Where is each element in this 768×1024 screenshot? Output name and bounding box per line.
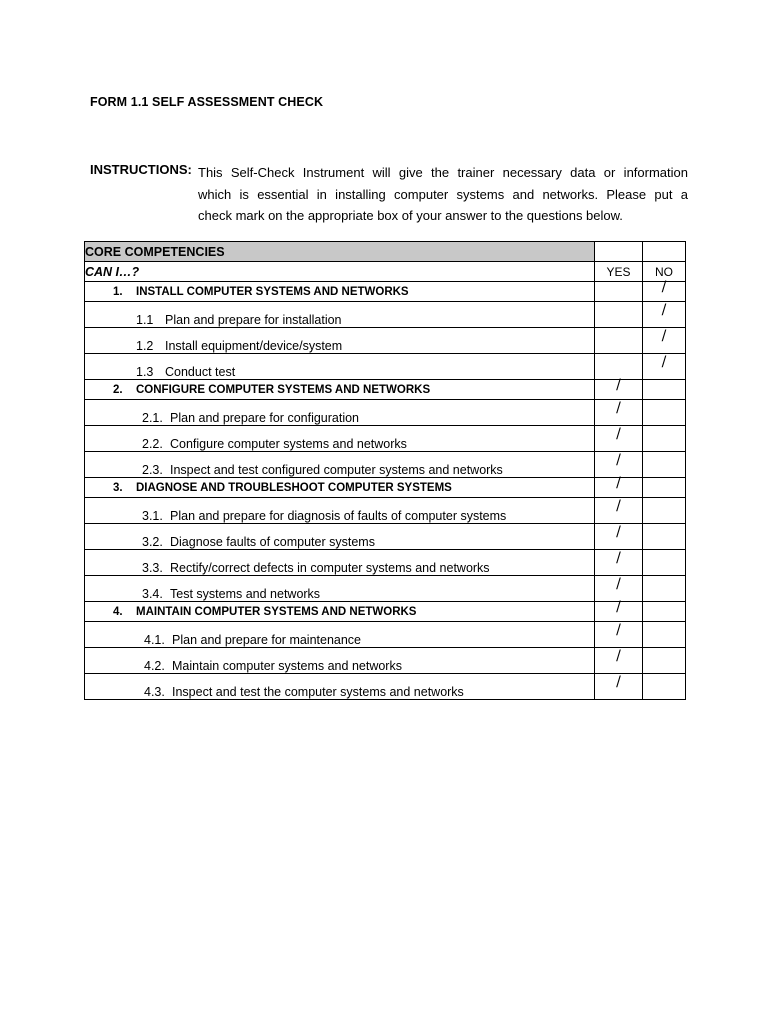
item-label: MAINTAIN COMPUTER SYSTEMS AND NETWORKS — [136, 605, 417, 618]
item-number: 3.3. — [142, 561, 163, 575]
item-label: Plan and prepare for maintenance — [172, 633, 362, 647]
item-row — [85, 400, 686, 426]
item-number: 1.1 — [136, 313, 154, 327]
instructions-label: INSTRUCTIONS: — [90, 162, 192, 177]
yes-checkbox-cell[interactable] — [594, 622, 642, 648]
yes-check-mark: / — [616, 523, 621, 540]
yes-checkbox-cell[interactable] — [594, 674, 642, 700]
item-label: Plan and prepare for configuration — [170, 411, 360, 425]
item-label: Inspect and test the computer systems and networks — [172, 685, 464, 699]
item-number: 4.3. — [144, 685, 165, 699]
item-number: 3. — [113, 481, 123, 494]
item-number: 2.2. — [142, 437, 163, 451]
item-label-cell — [85, 550, 595, 576]
yes-checkbox-cell[interactable] — [594, 328, 642, 354]
item-row — [85, 622, 686, 648]
item-row — [85, 452, 686, 478]
form-title: FORM 1.1 SELF ASSESSMENT CHECK — [90, 95, 324, 109]
no-checkbox-cell[interactable] — [643, 452, 686, 478]
yes-check-mark: / — [616, 425, 621, 442]
item-label-cell — [85, 524, 595, 550]
item-number: 1.3 — [136, 365, 154, 379]
item-label-cell — [85, 400, 595, 426]
no-checkbox-cell[interactable] — [643, 278, 686, 302]
item-label-cell — [85, 328, 595, 354]
header-no-blank-cell — [643, 242, 686, 262]
item-row — [85, 354, 686, 380]
instructions-line: which is essential in installing computer systems and networks. Please put a — [198, 186, 688, 202]
item-label-cell — [85, 452, 595, 478]
item-number: 1.2 — [136, 339, 154, 353]
section-label-cell — [85, 478, 595, 498]
section-label-cell — [85, 602, 595, 622]
item-row — [85, 302, 686, 328]
yes-check-mark: / — [616, 673, 621, 690]
item-number: 2.3. — [142, 463, 163, 477]
can-i-label: CAN I…? — [85, 262, 595, 282]
instructions-text — [198, 162, 688, 227]
item-row — [85, 426, 686, 452]
yes-checkbox-cell[interactable] — [594, 598, 642, 622]
no-checkbox-cell[interactable] — [643, 426, 686, 452]
no-checkbox-cell[interactable] — [643, 400, 686, 426]
item-label: Diagnose faults of computer systems — [170, 535, 375, 549]
yes-checkbox-cell[interactable] — [594, 376, 642, 400]
no-checkbox-cell[interactable] — [643, 524, 686, 550]
yes-check-mark: / — [616, 451, 621, 468]
self-assessment-table — [84, 241, 686, 700]
item-row — [85, 524, 686, 550]
item-label: Plan and prepare for diagnosis of faults of computer systems — [170, 509, 507, 523]
item-label: DIAGNOSE AND TROUBLESHOOT COMPUTER SYSTEMS — [136, 481, 452, 494]
item-label-cell — [85, 674, 595, 700]
section-row — [85, 380, 686, 400]
item-label: Conduct test — [165, 365, 236, 379]
yes-checkbox-cell[interactable] — [594, 474, 642, 498]
no-checkbox-cell[interactable] — [643, 354, 686, 380]
no-check-mark: / — [661, 278, 667, 295]
section-label-cell — [85, 282, 595, 302]
no-checkbox-cell[interactable] — [643, 380, 686, 400]
yes-checkbox-cell[interactable] — [594, 302, 642, 328]
core-competencies-header: CORE COMPETENCIES — [85, 242, 595, 262]
yes-check-mark: / — [616, 399, 621, 416]
yes-checkbox-cell[interactable] — [594, 426, 642, 452]
no-column-header: NO — [643, 262, 686, 282]
yes-check-mark: / — [616, 647, 621, 664]
yes-check-mark: / — [616, 376, 621, 393]
item-number: 2. — [113, 383, 123, 396]
no-checkbox-cell[interactable] — [643, 648, 686, 674]
instructions-line: This Self-Check Instrument will give the trainer necessary data or information — [198, 165, 688, 180]
yes-check-mark: / — [616, 474, 621, 491]
no-checkbox-cell[interactable] — [643, 550, 686, 576]
item-label-cell — [85, 426, 595, 452]
item-number: 4.1. — [144, 633, 165, 647]
section-row — [85, 602, 686, 622]
item-label-cell — [85, 354, 595, 380]
item-label: Install equipment/device/system — [165, 339, 343, 353]
competency-rows — [85, 278, 686, 700]
yes-checkbox-cell[interactable] — [594, 550, 642, 576]
can-i-row — [85, 262, 686, 282]
item-label-cell — [85, 498, 595, 524]
no-checkbox-cell[interactable] — [643, 478, 686, 498]
item-row — [85, 648, 686, 674]
no-checkbox-cell[interactable] — [643, 602, 686, 622]
item-label: Test systems and networks — [170, 587, 321, 601]
item-number: 4.2. — [144, 659, 165, 673]
item-number: 4. — [113, 605, 123, 618]
item-number: 1. — [113, 285, 123, 298]
section-row — [85, 478, 686, 498]
item-row — [85, 328, 686, 354]
yes-checkbox-cell[interactable] — [594, 282, 642, 302]
no-checkbox-cell[interactable] — [643, 302, 686, 328]
item-label-cell — [85, 302, 595, 328]
no-checkbox-cell[interactable] — [643, 622, 686, 648]
no-checkbox-cell[interactable] — [643, 498, 686, 524]
yes-checkbox-cell[interactable] — [594, 524, 642, 550]
item-label-cell — [85, 622, 595, 648]
yes-checkbox-cell[interactable] — [594, 648, 642, 674]
header-yes-blank-cell — [594, 242, 642, 262]
no-checkbox-cell[interactable] — [643, 328, 686, 354]
section-label-cell — [85, 380, 595, 400]
item-row — [85, 498, 686, 524]
instructions-line: check mark on the appropriate box of your answer to the questions below. — [198, 208, 623, 223]
item-label: Configure computer systems and networks — [170, 437, 407, 451]
no-checkbox-cell[interactable] — [643, 674, 686, 700]
yes-check-mark: / — [616, 598, 621, 615]
item-number: 3.2. — [142, 535, 163, 549]
item-row — [85, 576, 686, 602]
no-check-mark: / — [661, 353, 667, 370]
item-label: CONFIGURE COMPUTER SYSTEMS AND NETWORKS — [136, 383, 431, 396]
yes-checkbox-cell[interactable] — [594, 400, 642, 426]
table-header-row — [85, 242, 686, 262]
item-number: 3.4. — [142, 587, 163, 601]
yes-column-header: YES — [594, 262, 642, 282]
item-number: 3.1. — [142, 509, 163, 523]
yes-check-mark: / — [616, 621, 621, 638]
yes-check-mark: / — [616, 549, 621, 566]
item-label: Maintain computer systems and networks — [172, 659, 402, 673]
no-check-mark: / — [661, 327, 667, 344]
item-label: Inspect and test configured computer systems and networks — [170, 463, 503, 477]
item-row — [85, 550, 686, 576]
no-checkbox-cell[interactable] — [643, 576, 686, 602]
section-row — [85, 282, 686, 302]
yes-check-mark: / — [616, 575, 621, 592]
yes-check-mark: / — [616, 497, 621, 514]
item-label: INSTALL COMPUTER SYSTEMS AND NETWORKS — [136, 285, 409, 298]
item-row — [85, 674, 686, 700]
item-label: Plan and prepare for installation — [165, 313, 342, 327]
item-label: Rectify/correct defects in computer systems and networks — [170, 561, 490, 575]
item-label-cell — [85, 576, 595, 602]
item-label-cell — [85, 648, 595, 674]
item-number: 2.1. — [142, 411, 163, 425]
no-check-mark: / — [661, 301, 667, 318]
yes-checkbox-cell[interactable] — [594, 498, 642, 524]
